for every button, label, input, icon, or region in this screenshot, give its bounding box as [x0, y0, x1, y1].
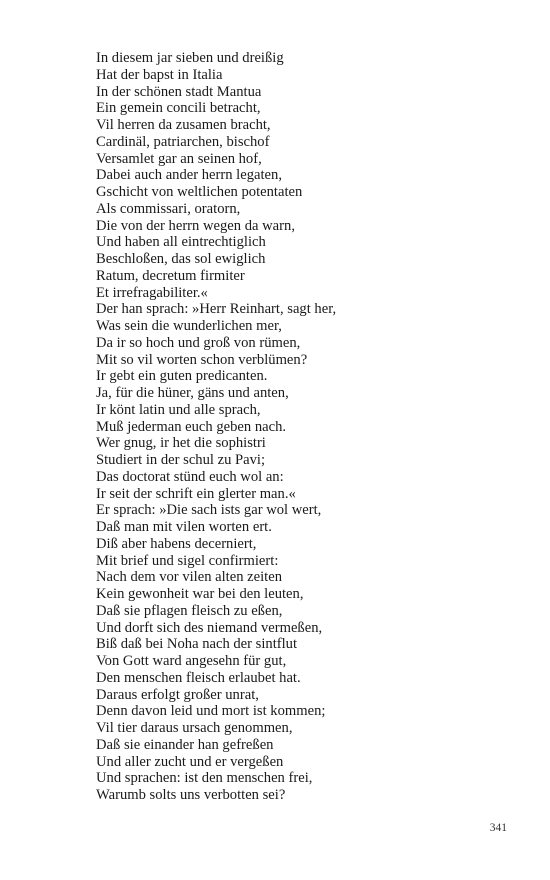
poem-line: In der schönen stadt Mantua	[96, 83, 262, 100]
poem-line: Nach dem vor vilen alten zeiten	[96, 569, 282, 586]
poem-line: Beschloßen, das sol ewiglich	[96, 251, 266, 267]
poem-text	[96, 50, 336, 804]
poem-line: Ratum, decretum firmiter	[96, 267, 245, 284]
poem-line: Mit brief und sigel confirmiert:	[96, 552, 279, 569]
poem-line: Den menschen fleisch erlaubet hat.	[96, 669, 301, 686]
poem-line: Denn davon leid und mort ist kommen;	[96, 703, 326, 720]
poem-line: Und dorft sich des niemand vermeßen,	[96, 619, 323, 636]
poem-line: Warumb solts uns verbotten sei?	[96, 787, 286, 803]
poem-line: Ja, für die hüner, gäns und anten,	[96, 385, 289, 401]
poem-line: Hat der bapst in Italia	[96, 66, 223, 83]
poem-line: Diß aber habens decerniert,	[96, 535, 257, 552]
poem-line: Daß sie pflagen fleisch zu eßen,	[96, 602, 283, 619]
poem-line: Und sprachen: ist den menschen frei,	[96, 770, 313, 787]
poem-line: Was sein die wunderlichen mer,	[96, 318, 282, 334]
poem-line: Mit so vil worten schon verblümen?	[96, 351, 308, 368]
poem-line: Kein gewonheit war bei den leuten,	[96, 586, 304, 602]
poem-line: Ein gemein concili betracht,	[96, 100, 261, 117]
poem-line: Und haben all eintrechtiglich	[96, 234, 266, 251]
poem-line: Cardinäl, patriarchen, bischof	[96, 133, 270, 150]
poem-line: Vil tier daraus ursach genommen,	[96, 720, 293, 736]
poem-line: Und aller zucht und er vergeßen	[96, 753, 284, 770]
poem-line: Daß sie einander han gefreßen	[96, 736, 274, 753]
poem-line: Versamlet gar an seinen hof,	[96, 150, 262, 167]
poem-line: Gschicht von weltlichen potentaten	[96, 184, 303, 200]
poem-line: Et irrefragabiliter.«	[96, 284, 208, 301]
poem-line: Dabei auch ander herrn legaten,	[96, 167, 282, 184]
poem-line: Der han sprach: »Herr Reinhart, sagt her,	[96, 301, 337, 318]
poem-line: Vil herren da zusamen bracht,	[96, 117, 271, 133]
poem-line: Von Gott ward angesehn für gut,	[96, 653, 287, 669]
poem-line: Studiert in der schul zu Pavi;	[96, 452, 266, 468]
poem-line: Ir könt latin und alle sprach,	[96, 401, 261, 418]
poem-line: Biß daß bei Noha nach der sintflut	[96, 636, 298, 653]
poem-line: Da ir so hoch und groß von rümen,	[96, 334, 301, 351]
poem-line: Wer gnug, ir het die sophistri	[96, 435, 266, 452]
poem-line: Daraus erfolgt großer unrat,	[96, 686, 259, 703]
poem-line: Die von der herrn wegen da warn,	[96, 217, 295, 234]
page-number: 341	[489, 822, 507, 834]
poem-line: Er sprach: »Die sach ists gar wol wert,	[96, 502, 322, 519]
poem-line: Muß jederman euch geben nach.	[96, 418, 287, 435]
poem-line: Daß man mit vilen worten ert.	[96, 519, 272, 535]
poem-line: In diesem jar sieben und dreißig	[96, 50, 284, 66]
poem-line: Ir gebt ein guten predicanten.	[96, 368, 268, 385]
poem-line: Als commissari, oratorn,	[96, 200, 241, 217]
poem-line: Das doctorat stünd euch wol an:	[96, 468, 284, 485]
poem-line: Ir seit der schrift ein glerter man.«	[96, 485, 296, 502]
